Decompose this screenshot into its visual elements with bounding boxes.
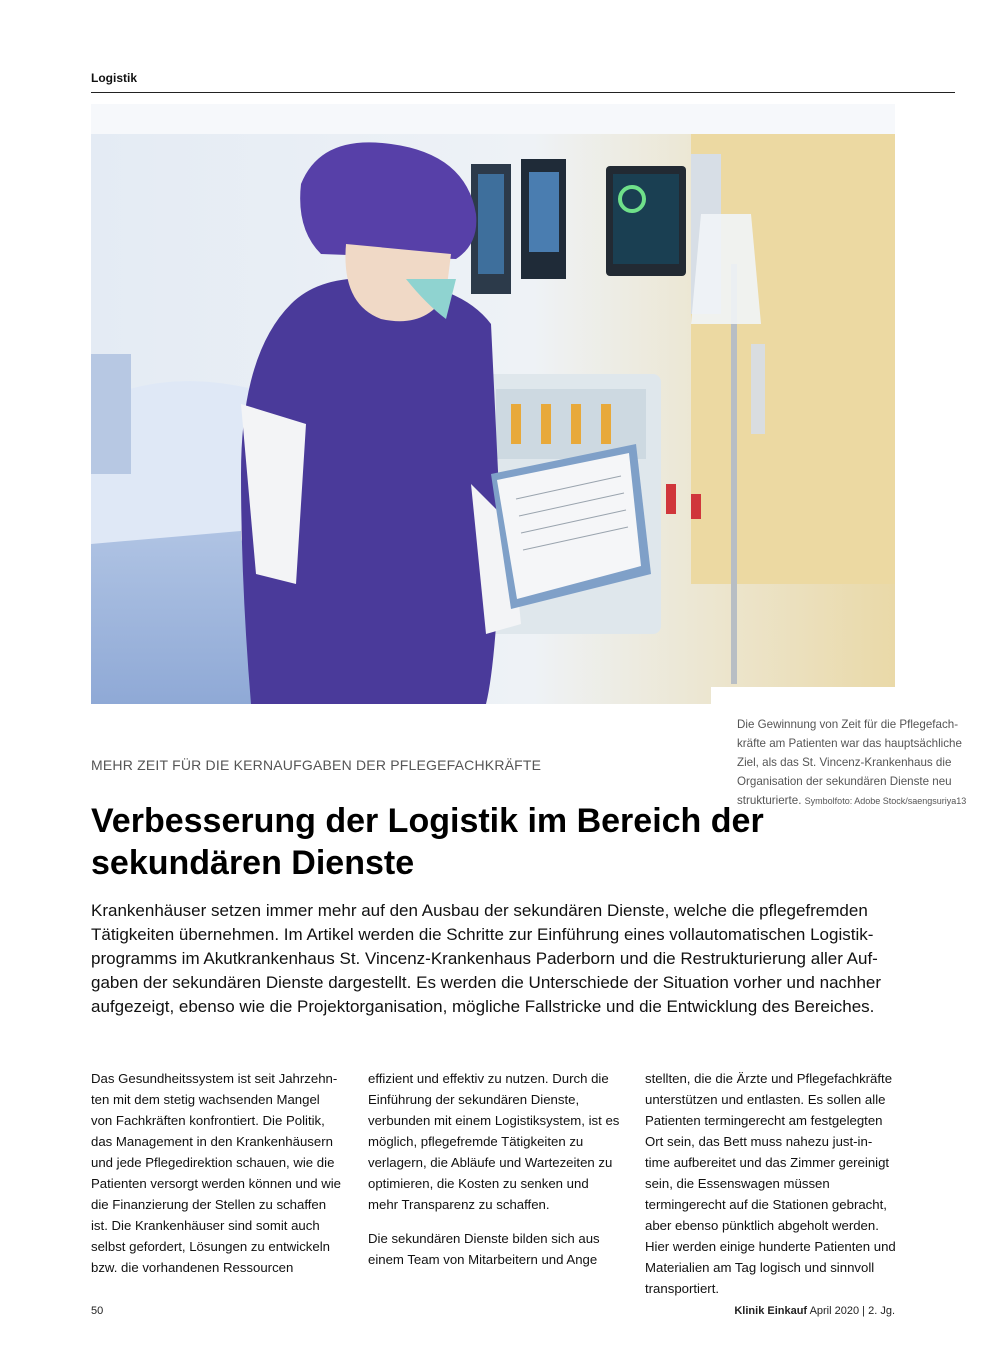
section-label: Logistik [91, 71, 138, 85]
body-paragraph: Die sekundären Dienste bilden sich aus einem Team von Mitarbeitern und Ange [368, 1231, 600, 1267]
volume: 2. Jg. [868, 1305, 895, 1317]
body-paragraph: effizient und effektiv zu nutzen. Durch die Einführung der sekundären Dienste, verbunden mit einem Logistiksystem, ist es möglich, pflegefremde Tätigkeiten zu verlagern, die Abläufe und Wartezeiten zu optimieren, die Kosten zu senken und mehr Transparenz zu schaffen. [368, 1071, 620, 1212]
body-column-1 [91, 1068, 343, 1291]
photo-caption-box [711, 687, 986, 808]
footer-separator: | [862, 1305, 866, 1317]
magazine-name: Klinik Einkauf [734, 1305, 808, 1317]
page-number: 50 [91, 1305, 104, 1317]
photo-caption [737, 715, 977, 811]
nurse-photo-illustration [91, 104, 895, 704]
article-title: Verbesserung der Logistik im Bereich der sekundären Dienste [91, 802, 764, 882]
body-paragraph: Das Gesundheitssystem ist seit Jahrzehnten mit dem stetig wachsenden Mangel von Fachkräften konfrontiert. Die Politik, das Management in den Krankenhäusern und jede Pflegedirektion schauen, wie die Patienten versorgt werden können und wie die Finanzierung der Stellen zu schaffen ist. Die Krankenhäuser sind somit auch selbst gefordert, Lösungen zu entwickeln bzw. die vorhandenen Ressourcen [91, 1071, 341, 1275]
section-rule [91, 92, 955, 93]
caption-text: Die Gewinnung von Zeit für die Pflegefachkräfte am Patienten war das hauptsächliche Ziel, als das St. Vincenz-Krankenhaus die Organisation der sekundären Dienste neu strukturierte. [737, 718, 962, 807]
footer-imprint [734, 1305, 895, 1317]
article-lead: Krankenhäuser setzen immer mehr auf den Ausbau der sekundären Dienste, welche die pflegefremden Tätigkeiten übernehmen. Im Artikel werden die Schritte zur Einführung eines vollautomatischen Logistikprogramms im Akutkrankenhaus St. Vincenz-Krankenhaus Paderborn und die Restrukturierung aller Aufgaben der sekundären Dienste dargestellt. Es werden die Unterschiede der Situation vorher und nachher aufgezeigt, ebenso wie die Projektorganisation, mögliche Fallstricke und die Entwicklung des Bereiches. [91, 901, 882, 1016]
photo-credit: Symbolfoto: Adobe Stock/saengsuriya13 [804, 796, 967, 806]
issue-date: April 2020 [809, 1305, 860, 1317]
body-paragraph: stellten, die die Ärzte und Pflegefachkräfte unterstützen und entlasten. Es sollen alle Patienten termingerecht am festgelegten Ort sein, das Bett muss nahezu just-in-time aufbereitet und das Zimmer gereinigt sein, die Essenswagen müssen termingerecht auf die Stationen gebracht, aber ebenso pünktlich abgeholt werden. Hier werden einige hunderte Patienten und Materialien am Tag logisch und sinnvoll transportiert. [645, 1071, 896, 1296]
article-kicker: MEHR ZEIT FÜR DIE KERNAUFGABEN DER PFLEGEFACHKRÄFTE [91, 757, 542, 773]
body-column-3 [645, 1068, 897, 1312]
body-column-2 [368, 1068, 620, 1283]
